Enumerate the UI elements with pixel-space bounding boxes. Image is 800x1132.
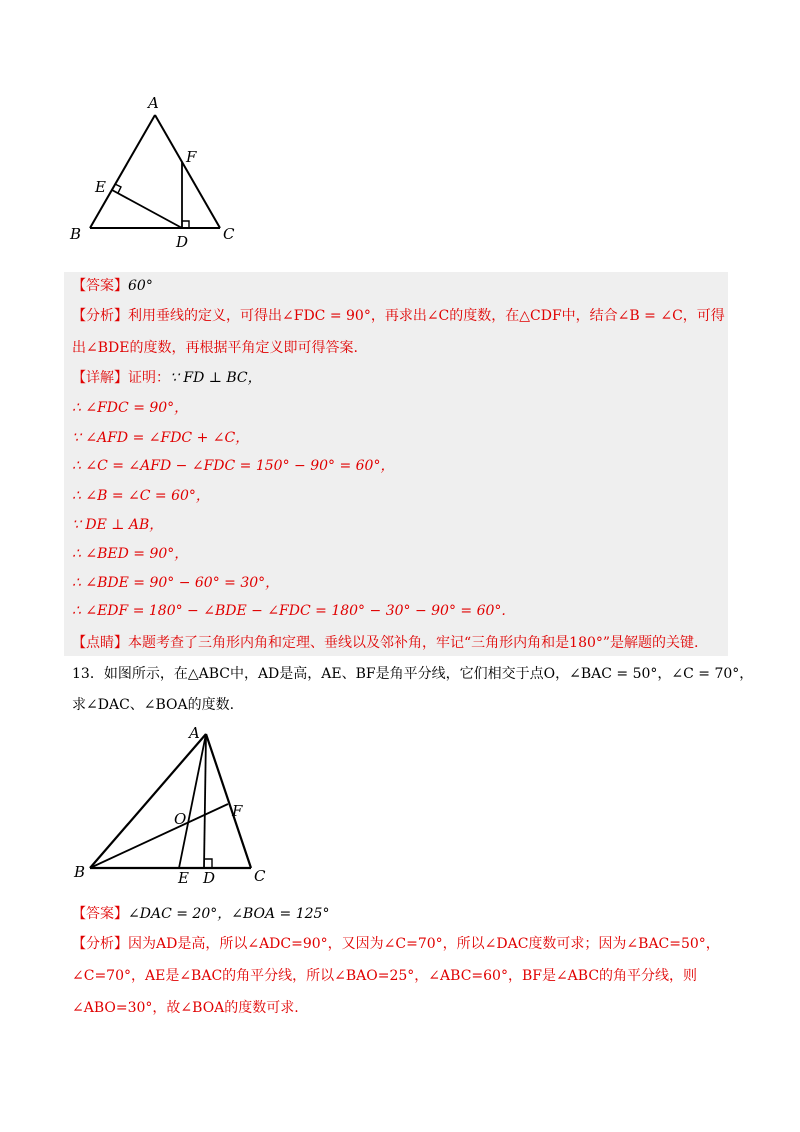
fig2-label-B: B: [74, 863, 86, 881]
q13-analysis-line-2: ∠C=70°，AE是∠BAC的角平分线，所以∠BAO=25°，∠ABC=60°，BF是∠ABC的角平分线，则: [72, 968, 698, 984]
question-13-line-2: 求∠DAC、∠BOA的度数.: [72, 697, 235, 713]
q13-analysis-tag: 【分析】: [72, 936, 128, 952]
analysis-text-1: 利用垂线的定义，可得出∠FDC = 90°，再求出∠C的度数，在△CDF中，结合∠B = ∠C，可得: [128, 308, 725, 324]
analysis-line-1: [72, 306, 725, 326]
label-A: A: [148, 94, 159, 112]
detail-step-2: ∵ ∠AFD = ∠FDC + ∠C，: [72, 430, 250, 446]
analysis-tag: 【分析】: [72, 308, 128, 324]
answer-value: 60°: [128, 278, 153, 294]
detail-step-4: ∴ ∠B = ∠C = 60°，: [72, 488, 210, 504]
fig2-label-D: D: [203, 869, 216, 887]
q13-analysis-line-1: [72, 934, 720, 954]
answer-tag: 【答案】: [72, 278, 128, 294]
q13-answer-tag: 【答案】: [72, 906, 128, 922]
triangle-figure-2: [70, 720, 280, 890]
analysis-line-2: [72, 338, 358, 358]
detail-step-0: ∵ FD ⊥ BC，: [170, 370, 262, 386]
detail-step-7: ∴ ∠BDE = 90° − 60° = 30°，: [72, 575, 280, 591]
detail-intro: 证明：: [128, 370, 170, 386]
detail-step-3: ∴ ∠C = ∠AFD − ∠FDC = 150° − 90° = 60°，: [72, 458, 395, 474]
fig2-label-F: F: [232, 802, 243, 820]
label-D: D: [176, 233, 189, 250]
question-13-line-1: 13．如图所示，在△ABC中，AD是高，AE、BF是角平分线，它们相交于点O，∠BAC = 50°，∠C = 70°，: [72, 666, 754, 682]
q13-answer-value: ∠DAC = 20°，∠BOA = 125°: [128, 906, 330, 922]
detail-tag: 【详解】: [72, 370, 128, 386]
label-F: F: [186, 148, 197, 166]
analysis-text-2: 出∠BDE的度数，再根据平角定义即可得答案.: [72, 340, 358, 356]
fig2-label-A: A: [189, 724, 200, 742]
q13-analysis-line-3: ∠ABO=30°，故∠BOA的度数可求.: [72, 1000, 299, 1016]
answer-line: [72, 276, 153, 296]
triangle-figure-1: [60, 90, 260, 250]
q13-analysis-text-1: 因为AD是高，所以∠ADC=90°，又因为∠C=70°，所以∠DAC度数可求；因为∠BAC=50°，: [128, 936, 720, 952]
comment-tag: 【点睛】: [72, 635, 128, 651]
q13-answer-line: [72, 904, 329, 924]
detail-step-5: ∵ DE ⊥ AB，: [72, 517, 164, 533]
detail-step-6: ∴ ∠BED = 90°，: [72, 546, 189, 562]
fig2-label-O: O: [174, 810, 187, 828]
fig2-label-E: E: [178, 869, 189, 887]
comment-text: 本题考查了三角形内角和定理、垂线以及邻补角，牢记“三角形内角和是180°”是解题的关键.: [128, 635, 699, 651]
detail-step-8: ∴ ∠EDF = 180° − ∠BDE − ∠FDC = 180° − 30° − 90° = 60°.: [72, 603, 506, 619]
comment-line: [72, 633, 698, 653]
fig2-label-C: C: [254, 867, 266, 885]
detail-step-1: ∴ ∠FDC = 90°，: [72, 400, 189, 416]
label-E: E: [95, 178, 106, 196]
detail-line: [72, 368, 262, 388]
label-B: B: [70, 225, 82, 243]
label-C: C: [223, 225, 235, 243]
